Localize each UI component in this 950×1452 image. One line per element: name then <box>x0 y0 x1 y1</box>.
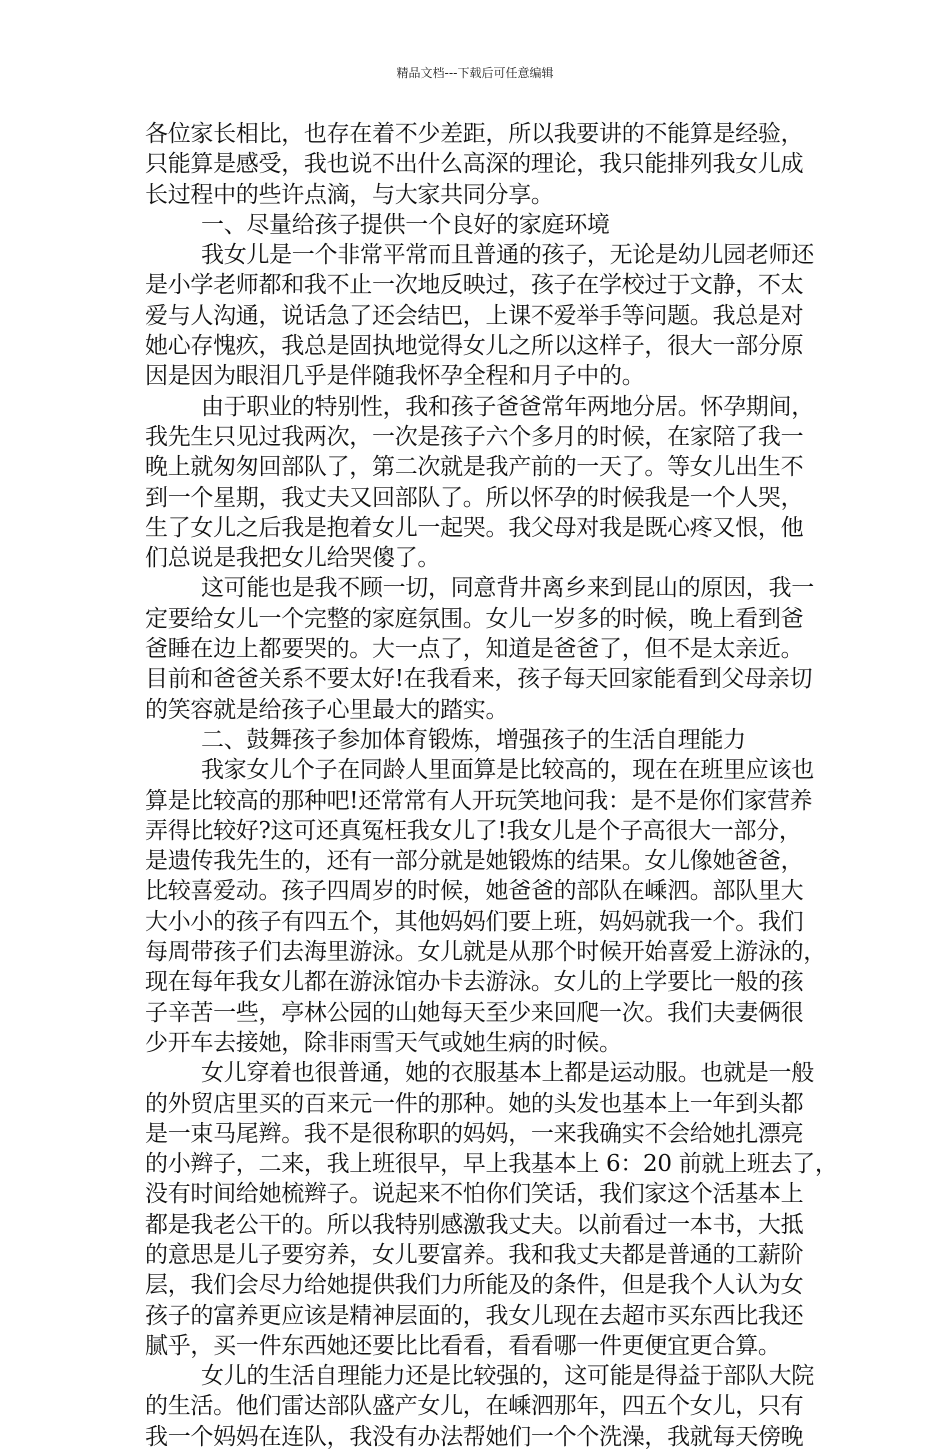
text-line: 到一个星期，我丈夫又回部队了。所以怀孕的时候我是一个人哭， <box>145 484 804 511</box>
text-line: 由于职业的特别性，我和孩子爸爸常年两地分居。怀孕期间， <box>201 393 814 420</box>
text-line: 子辛苦一些，亭林公园的山她每天至少来回爬一次。我们夫妻俩很 <box>145 999 804 1026</box>
text-line: 定要给女儿一个完整的家庭氛围。女儿一岁多的时候，晚上看到爸 <box>145 605 804 632</box>
text-line: 我先生只见过我两次，一次是孩子六个多月的时候，在家陪了我一 <box>145 423 804 450</box>
text-line: 女儿穿着也很普通，她的衣服基本上都是运动服。也就是一般 <box>201 1060 814 1087</box>
text-line: 是遗传我先生的，还有一部分就是她锻炼的结果。女儿像她爸爸， <box>145 848 804 875</box>
text-line: 腻乎，买一件东西她还要比比看看，看看哪一件更便宜更合算。 <box>145 1332 781 1359</box>
text-line: 只能算是感受，我也说不出什么高深的理论，我只能排列我女儿成 <box>145 151 804 178</box>
text-line: 的意思是儿子要穷养，女儿要富养。我和我丈夫都是普通的工薪阶 <box>145 1241 804 1268</box>
document-body <box>145 119 838 1452</box>
text-line: 这可能也是我不顾一切，同意背井离乡来到昆山的原因，我一 <box>201 575 814 602</box>
text-line: 每周带孩子们去海里游泳。女儿就是从那个时候开始喜爱上游泳的， <box>145 939 827 966</box>
text-line: 大小小的孩子有四五个，其他妈妈们要上班，妈妈就我一个。我们 <box>145 908 804 935</box>
text-line: 少开车去接她，除非雨雪天气或她生病的时候。 <box>145 1029 622 1056</box>
text-line: 层，我们会尽力给她提供我们力所能及的条件，但是我个人认为女 <box>145 1272 804 1299</box>
text-line: 爱与人沟通，说话急了还会结巴，上课不爱举手等问题。我总是对 <box>145 302 804 329</box>
text-line: 是一束马尾辫。我不是很称职的妈妈，一来我确实不会给她扎漂亮 <box>145 1120 804 1147</box>
text-line: 的生活。他们雷达部队盛产女儿，在嵊泗那年，四五个女儿，只有 <box>145 1393 804 1420</box>
text-line: 因是因为眼泪几乎是伴随我怀孕全程和月子中的。 <box>145 363 645 390</box>
text-line: 没有时间给她梳辫子。说起来不怕你们笑话，我们家这个活基本上 <box>145 1181 804 1208</box>
text-line: 的外贸店里买的百来元一件的那种。她的头发也基本上一年到头都 <box>145 1090 804 1117</box>
text-line: 生了女儿之后我是抱着女儿一起哭。我父母对我是既心疼又恨，他 <box>145 514 804 541</box>
text-line: 我一个妈妈在连队，我没有办法帮她们一个个洗澡，我就每天傍晚 <box>145 1423 804 1450</box>
text-line: 一、尽量给孩子提供一个良好的家庭环境 <box>201 211 610 238</box>
text-line: 她心存愧疚，我总是固执地觉得女儿之所以这样子，很大一部分原 <box>145 333 804 360</box>
text-line: 孩子的富养更应该是精神层面的，我女儿现在去超市买东西比我还 <box>145 1302 804 1329</box>
text-line: 算是比较高的那种吧!还常常有人开玩笑地问我：是不是你们家营养 <box>145 787 813 814</box>
text-line: 比较喜爱动。孩子四周岁的时候，她爸爸的部队在嵊泗。部队里大 <box>145 878 804 905</box>
text-line: 都是我老公干的。所以我特别感激我丈夫。以前看过一本书，大抵 <box>145 1211 804 1238</box>
text-line: 们总说是我把女儿给哭傻了。 <box>145 545 441 572</box>
text-line: 的小辫子，二来，我上班很早，早上我基本上 6：20 前就上班去了， <box>145 1151 838 1178</box>
text-line: 我家女儿个子在同龄人里面算是比较高的，现在在班里应该也 <box>201 757 814 784</box>
text-line: 现在每年我女儿都在游泳馆办卡去游泳。女儿的上学要比一般的孩 <box>145 969 804 996</box>
text-line: 我女儿是一个非常平常而且普通的孩子，无论是幼儿园老师还 <box>201 242 814 269</box>
text-line: 女儿的生活自理能力还是比较强的，这可能是得益于部队大院 <box>201 1363 814 1390</box>
text-line: 二、鼓舞孩子参加体育锻炼，增强孩子的生活自理能力 <box>201 726 746 753</box>
text-line: 的笑容就是给孩子心里最大的踏实。 <box>145 696 509 723</box>
page-header: 精品文档---下载后可任意编辑 <box>396 66 554 80</box>
text-line: 晚上就匆匆回部队了，第二次就是我产前的一天了。等女儿出生不 <box>145 454 804 481</box>
text-line: 是小学老师都和我不止一次地反映过，孩子在学校过于文静，不太 <box>145 272 804 299</box>
text-line: 目前和爸爸关系不要太好!在我看来，孩子每天回家能看到父母亲切 <box>145 666 813 693</box>
text-line: 爸睡在边上都要哭的。大一点了，知道是爸爸了，但不是太亲近。 <box>145 636 804 663</box>
text-line: 长过程中的些许点滴，与大家共同分享。 <box>145 181 554 208</box>
text-line: 各位家长相比，也存在着不少差距，所以我要讲的不能算是经验， <box>145 121 804 147</box>
text-line: 弄得比较好?这可还真冤枉我女儿了!我女儿是个子高很大一部分， <box>145 817 802 844</box>
